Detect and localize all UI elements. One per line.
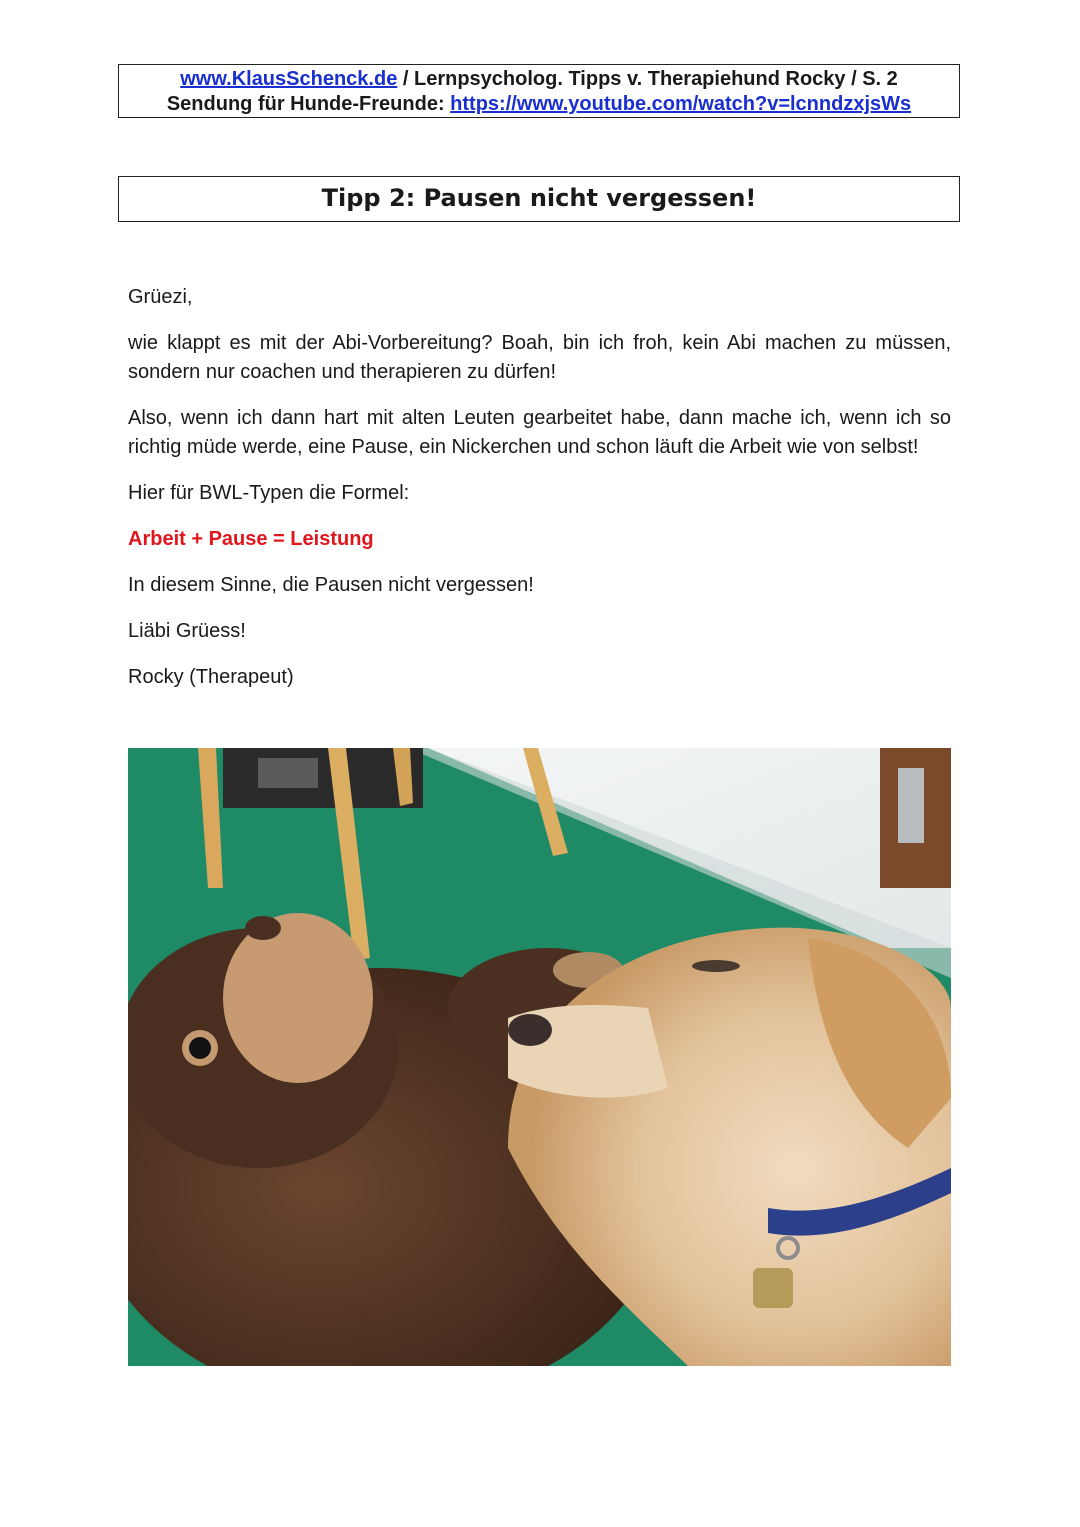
- paragraph-3: Hier für BWL-Typen die Formel:: [128, 482, 410, 504]
- document-header: [118, 64, 960, 118]
- formula: Arbeit + Pause = Leistung: [128, 528, 374, 550]
- dog-with-teddy-photo: [128, 748, 951, 1366]
- paragraph-2: Also, wenn ich dann hart mit alten Leuten gearbeitet habe, dann mache ich, wenn ich so richtig müde werde, eine Pause, ein Nickerchen und schon läuft die Arbeit wie von selbst!: [128, 407, 951, 458]
- tip-title: Tipp 2: Pausen nicht vergessen!: [118, 176, 960, 222]
- header-line-1: [119, 67, 959, 92]
- site-link[interactable]: www.KlausSchenck.de: [180, 68, 398, 90]
- header-title: / Lernpsycholog. Tipps v. Therapiehund Rocky / S. 2: [397, 68, 898, 90]
- header-line2-label: Sendung für Hunde-Freunde:: [166, 93, 451, 115]
- paragraph-1: wie klappt es mit der Abi-Vorbereitung? Boah, bin ich froh, kein Abi machen zu müssen, sondern nur coachen und therapieren zu dürfen!: [128, 332, 951, 383]
- closing: Liäbi Grüess!: [128, 620, 246, 642]
- greeting: Grüezi,: [128, 286, 193, 308]
- youtube-link[interactable]: https://www.youtube.com/watch?v=lcnndzxjsWs: [450, 93, 912, 115]
- header-line-2: [119, 92, 959, 117]
- letter-body: [128, 283, 951, 709]
- signature: Rocky (Therapeut): [128, 666, 294, 688]
- paragraph-4: In diesem Sinne, die Pausen nicht vergessen!: [128, 574, 534, 596]
